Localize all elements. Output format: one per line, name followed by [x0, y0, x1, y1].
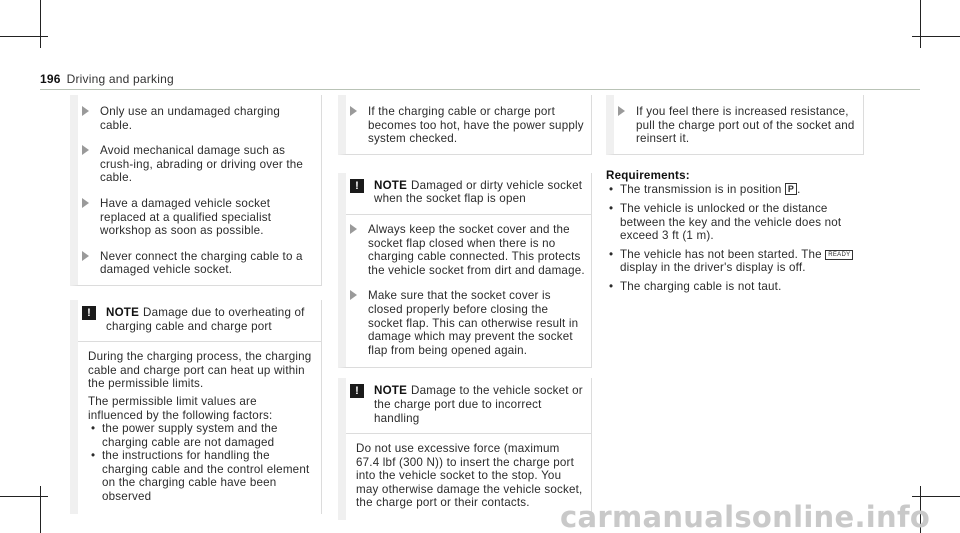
instruction-list	[70, 95, 322, 286]
note-box-handling	[338, 378, 592, 520]
note-heading: Damage due to overheating of charging cable and charge port	[106, 305, 305, 333]
requirement-item: • The transmission is in position P .	[606, 183, 864, 197]
note-label: NOTE	[106, 305, 140, 319]
warning-icon: !	[82, 306, 96, 320]
requirements-heading: Requirements:	[606, 168, 690, 182]
instruction-item: Only use an undamaged charging cable.	[78, 105, 315, 132]
ready-indicator-icon: READY	[825, 250, 853, 260]
crop-mark	[40, 0, 41, 48]
instruction-list	[606, 95, 864, 155]
column-3	[606, 95, 864, 299]
watermark: carmanualsonline.info	[560, 500, 931, 533]
instruction-item: Have a damaged vehicle socket replaced at a qualified specialist workshop as soon as possible.	[78, 197, 315, 238]
arrow-icon	[350, 290, 357, 300]
instruction-item: Never connect the charging cable to a damaged vehicle socket.	[78, 250, 315, 277]
note-header	[346, 173, 591, 215]
warning-icon: !	[350, 384, 364, 398]
note-body	[78, 342, 321, 514]
note-heading: Damaged or dirty vehicle socket when the socket flap is open	[374, 178, 583, 206]
crop-mark	[40, 486, 41, 533]
note-list-item: • the instructions for handling the charging cable and the control element on the charging cable have been observed	[88, 449, 315, 503]
requirement-item: • The vehicle is unlocked or the distance between the key and the vehicle does not exceed 3 ft (1 m).	[606, 202, 864, 243]
note-header	[346, 378, 591, 434]
note-paragraph: Do not use excessive force (maximum 67.4 lbf (300 N)) to insert the charge port into the vehicle socket to the stop. You may otherwise damage the vehicle socket, the charge port or their contacts.	[356, 442, 583, 510]
instruction-item: If you feel there is increased resistance, pull the charge port out of the socket and reinsert it.	[614, 105, 857, 146]
page-header	[40, 72, 174, 86]
note-box-socket	[338, 173, 592, 369]
park-position-icon: P	[785, 183, 797, 195]
note-box-overheating	[70, 300, 322, 514]
note-body	[346, 215, 591, 367]
note-label: NOTE	[374, 384, 408, 398]
arrow-icon	[82, 198, 89, 208]
header-divider	[40, 89, 920, 90]
column-2	[338, 95, 592, 520]
requirements-list	[606, 183, 864, 293]
note-paragraph: During the charging process, the charging cable and charge port can heat up within the permissible limits.	[88, 350, 312, 391]
note-header	[78, 300, 321, 342]
arrow-icon	[82, 106, 89, 116]
requirement-item: • The charging cable is not taut.	[606, 280, 864, 294]
note-paragraph: The permissible limit values are influenced by the following factors:	[88, 394, 273, 422]
arrow-icon	[82, 145, 89, 155]
arrow-icon	[350, 224, 357, 234]
column-1	[70, 95, 322, 514]
warning-icon: !	[350, 179, 364, 193]
crop-mark	[920, 0, 921, 48]
instruction-item: Avoid mechanical damage such as crush-ing, abrading or driving over the cable.	[78, 144, 315, 185]
note-heading: Damage to the vehicle socket or the charge port due to incorrect handling	[374, 384, 583, 425]
arrow-icon	[82, 251, 89, 261]
note-list-item: • the power supply system and the charging cable are not damaged	[88, 422, 315, 449]
arrow-icon	[350, 106, 357, 116]
arrow-icon	[618, 106, 625, 116]
page-number: 196	[40, 72, 61, 86]
instruction-item: Always keep the socket cover and the socket flap closed when there is no charging cable connected. This protects the vehicle socket from dirt and damage.	[346, 223, 585, 277]
note-body	[346, 434, 591, 520]
requirement-item: • The vehicle has not been started. The READY display in the driver's display is off.	[606, 248, 864, 275]
instruction-list	[338, 95, 592, 155]
instruction-item: If the charging cable or charge port becomes too hot, have the power supply system checked.	[346, 105, 585, 146]
section-title: Driving and parking	[66, 72, 174, 86]
note-label: NOTE	[374, 178, 408, 192]
instruction-item: Make sure that the socket cover is closed properly before closing the socket flap. This can otherwise result in damage which may prevent the socket flap from being opened again.	[346, 289, 585, 357]
